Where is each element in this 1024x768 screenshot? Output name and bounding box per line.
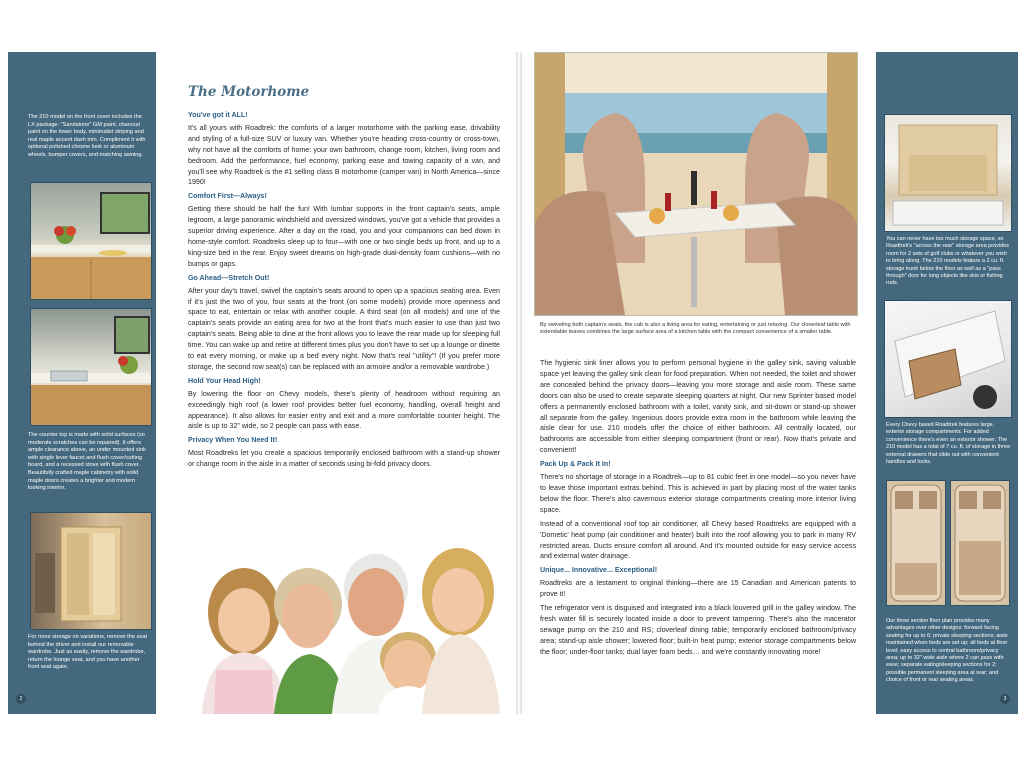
right-sidebar [876,52,1018,714]
heading-got-it-all: You've got it ALL! [188,111,248,119]
family-illustration [182,520,512,714]
heading-unique: Unique... Innovative... Exceptional! [540,566,658,575]
left-page [164,52,516,714]
caption-wardrobe: For more storage on vacations, remove the seat behind the driver and install our removable wardrobe. Just as easily, remove the wardrobe, return the lounge seat, and you have another front seat again. [28,634,148,671]
heading-comfort-first: Comfort First—Always! [188,192,267,201]
page-number-right: 3 [1000,694,1010,704]
kitchen-illustration [31,183,151,299]
heading-privacy: Privacy When You Need It! [188,436,278,445]
left-text-column [188,108,500,473]
rear-storage-illustration [885,115,1011,231]
floor-plan-2-illustration [951,481,1009,605]
body-patents: Roadtreks are a testament to original thinking—there are 15 Canadian and American patents to prove it! [540,579,856,599]
caption-exterior-storage: Every Chevy based Roadtrek features large, exterior storage compartments. For added convenience there's even an exterior shower. The 210 model has a total of 7 cu. ft. of storage in three external drawers that slide out with convenient handles and locks. [886,422,1011,466]
body-heat-pump: Instead of a conventional roof top air conditioner, all Chevy based Roadtreks are equipped with a 'Dometic' heat pump (air conditioner and heater) built into the roof allowing you to park in many RV restricted areas. Ducts ensure comfort all around. And it's mounted outside for easy service access and external water drainage. [540,519,856,561]
body-comfort-first: Getting there should be half the fun! With lumbar supports in the front captain's seats, ample legroom, a large panoramic windshield and oversized windows, you've got a vehicle that provides a superior driving experience. After a day on the road, you and your companions can bed down in home-style comfort. Roadtreks sleep up to four—with one or two single beds up front, and up to a king-size bed in the rear. Enjoy sweet dreams on high-grade dual-density foam cushions—with no bumps or gaps. [188,205,500,268]
body-hygienic-sink: The hygienic sink liner allows you to perform personal hygiene in the galley sink, saving valuable space yet leaving the galley sink clean for food preparation. When not needed, the toilet and shower are concealed behind the privacy doors—leaving you more storage and aisle room. These same doors can also be used to create separate sleeping quarters at night. Our new Sprinter based model offers a permanently enclosed bathroom with a toilet, vanity sink, and sit-down or stand-up shower all separate from the galley. Ingenious doors provide extra room in the bathroom while leaving the aisle clear for use. 210 models offer the choice of either bathroom. All centrally located, our bathrooms are accessible from either sleeping compartment (front or rear). Now that's private and convenient! [540,359,856,455]
body-pack-up: There's no shortage of storage in a Roadtrek—up to 81 cubic feet in one model—so you never have to leave those important extras behind. This is achieved in part by placing most of the water tanks below the floor. There's also cavernous exterior storage compartments creating more interior living space. [540,473,856,514]
body-got-it-all: It's all yours with Roadtrek: the comforts of a larger motorhome with the parking ease, drivability and styling of a full-size SUV or luxury van. Whether you're heading cross-country or cross-town, why not have all the comforts of home: your own bathroom, change room, kitchen, living room and bedroom. Add the performance, fuel economy, parking ease and towing capacity of a van, and you'll see why Roadtrek is the #1 selling class B motorhome (camper van) in North America—since 1990! [188,123,500,187]
body-privacy: Most Roadtreks let you create a spacious temporarily enclosed bathroom with a stand-up shower or change room in the aisle in a matter of seconds using bi-fold privacy doors. [188,449,500,469]
family-photo [182,520,512,714]
kitchen-photo-1 [30,182,152,300]
right-text-column [540,358,856,661]
exterior-storage-illustration [885,301,1011,417]
page-number-left: 2 [16,694,26,704]
interior-illustration [535,53,857,315]
caption-rear-storage: You can never have too much storage space, so Roadtrek's "across the rear" storage area provides room for 2 sets of golf clubs or whatever you wish to bring along. The 210 models feature a 2 cu. ft. storage trunk below the floor as well as a "pass through" door for long objects like skis or fishing rods. [886,236,1009,287]
rear-storage-photo [884,114,1012,232]
body-stretch-out: After your day's travel, swivel the captain's seats around to open up a spacious seating area. Even if it's just the two of you, four seats at the front (on some models) provide more openness and space to eat, entertain or relax with another couple. A third seat (on all models) and one of the captain's seats provide an eating area for two at the front that's much easier to use than just two captain's seats. Being able to dine at the front allows you to leave the rear made up for sleeping full time. You can wake up and retire at different times plus you don't have to set up a lounge or dinette to eat every morning, or make up a bed every night. Now that's real "utility"! (If you prefer more storage, the second row seat(s) can be replaced with an armoire and/or a removable wardrobe.) [188,286,500,371]
heading-head-high: Hold Your Head High! [188,376,261,385]
caption-lx-package: The 210 model on the front cover includes the LX package: "Sandstone" GM paint, charcoal paint on the lower body, minimalist striping and real maple accent dash trim. Compliment it with optional polished chrome look or aluminum wheels, bumper covers, and matching awning. [28,114,146,158]
kitchen-photo-2 [30,308,152,426]
wardrobe-photo [30,512,152,630]
caption-countertop: The counter top is made with solid surfaces (so moderate scratches can be repaired). It offers ample clearance above, an under mounted sink with single lever faucet and flush cover/cutting board, and a recessed stove with flush cover. Beautifully crafted maple cabinetry with solid maple doors creates a brighter and modern looking interior. [28,432,146,492]
interior-caption: By swiveling both captain's seats, the cab is also a living area for eating, entertaining or just relaxing. Our cloverleaf table with extendable leaves combines the large surface area of a kitchen table with the compact convenience of a smaller table. [540,322,851,336]
body-head-high: By lowering the floor on Chevy models, there's plenty of headroom without requiring an exceedingly high roof (a lower roof provides better fuel economy, handling, overall height and appearance). It also allows for easier entry and exit and a more comfortable counter height. The aisle is up to 32" wide, so 2 people can pass with ease. [188,389,500,431]
exterior-storage-photo [884,300,1012,418]
interior-photo [534,52,858,316]
right-page [522,52,870,714]
floor-plan-1 [886,480,946,606]
caption-floor-plan: Our three section floor plan provides many advantages over other designs: forward facing seating for up to 6; private sleeping sections; aisle maintained when beds are set up; all beds at floor level; easy access to central bathroom/privacy area; up to 32" wide aisle where 2 can pass with ease; separate eating/sleeping sections for 2; possible permanent sleeping area at rear; and choice of front or rear seating areas. [886,618,1008,684]
brochure-spread [8,52,1018,714]
floor-plan-2 [950,480,1010,606]
body-refrigerator: The refrigerator vent is disguised and integrated into a black louvered grill in the galley window. The fresh water fill is securely located inside a door to prevent tampering. There's also the macerator sewage pump on the 210 and RS; cloverleaf dining table; temporarily enclosed bathroom/privacy area; stand-up aisle shower; lowered floor; built-in heat pump; exterior storage compartments below the floor; under-floor tanks; dual layer foam beds… and we're constantly innovating more! [540,604,856,656]
left-sidebar [8,52,156,714]
heading-stretch-out: Go Ahead—Stretch Out! [188,273,270,282]
heading-pack-up: Pack Up & Pack It In! [540,460,611,469]
wardrobe-illustration [31,513,151,629]
page-title: The Motorhome [188,84,310,100]
sink-illustration [31,309,151,425]
floor-plan-1-illustration [887,481,945,605]
